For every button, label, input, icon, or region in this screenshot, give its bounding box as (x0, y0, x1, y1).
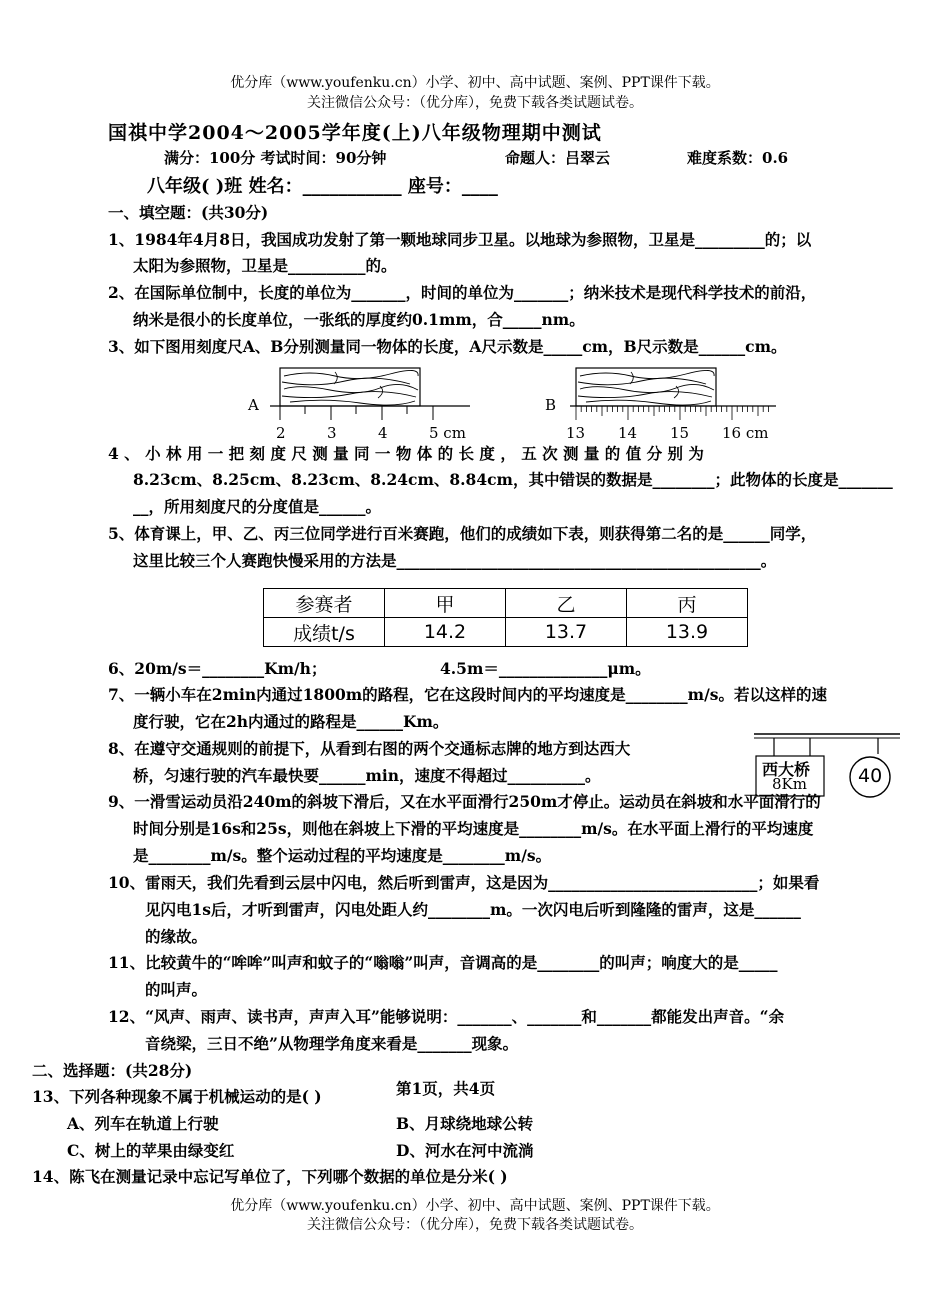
sign-speed-limit: 40 (858, 765, 883, 787)
q11-line-b: 的叫声。 (145, 980, 208, 999)
q4-line-a: 4 、 小 林 用 一 把 刻 度 尺 测 量 同 一 物 体 的 长 度 ， 五 次 测 量 的 值 分 别 为 (108, 444, 704, 463)
site-footer-line1: 优分库（www.youfenku.cn）小学、初中、高中试题、案例、PPT课件下载。 (230, 1198, 720, 1214)
q3-line: 3、如下图用刻度尺A、B分别测量同一物体的长度，A尺示数是_____cm，B尺示数是______cm。 (108, 337, 787, 356)
q6-part-b: 4.5m＝______________μm。 (440, 659, 651, 678)
site-banner-line1: 优分库（www.youfenku.cn）小学、初中、高中试题、案例、PPT课件下载。 (230, 75, 720, 91)
q9-line-b: 时间分别是16s和25s，则他在斜坡上下滑的平均速度是________m/s。在水平面上滑行的平均速度 (133, 819, 814, 838)
q2-line-b: 纳米是很小的长度单位，一张纸的厚度约0.1mm，合_____nm。 (133, 310, 585, 329)
q14-line: 14、陈飞在测量记录中忘记写单位了，下列哪个数据的单位是分米( ) (32, 1167, 508, 1186)
site-footer-line2: 关注微信公众号：（优分库），免费下载各类试题试卷。 (307, 1217, 643, 1233)
q8-line-b: 桥，匀速行驶的汽车最快要______min，速度不得超过__________。 (133, 766, 601, 785)
q7-line-b: 度行驶，它在2h内通过的路程是______Km。 (133, 712, 449, 731)
ruler-b-tick-label: 15 (670, 424, 690, 442)
site-banner-line2: 关注微信公众号：（优分库），免费下载各类试题试卷。 (307, 95, 643, 111)
q9-line-a: 9、一滑雪运动员沿240m的斜坡下滑后，又在水平面滑行250m才停止。运动员在斜坡和水平面滑行的 (108, 792, 821, 811)
exam-title: 国祺中学2004～2005学年度(上)八年级物理期中测试 (108, 122, 602, 144)
q2-line-a: 2、在国际单位制中，长度的单位为_______，时间的单位为_______；纳米技术是现代科学技术的前沿， (108, 283, 817, 302)
q4-line-c: __，所用刻度尺的分度值是______。 (133, 497, 382, 516)
table-header-row (264, 589, 748, 618)
ruler-b-label: B (545, 396, 557, 414)
q12-line-b: 音绕梁，三日不绝”从物理学角度来看是_______现象。 (145, 1034, 519, 1053)
sign-bridge-name: 西大桥 (762, 757, 810, 780)
q5-line-a: 5、体育课上，甲、乙、丙三位同学进行百米赛跑，他们的成绩如下表，则获得第二名的是______同学， (108, 524, 817, 543)
section1-heading: 一、填空题：(共30分) (108, 203, 269, 222)
q5-line-b: 这里比较三个人赛跑快慢采用的方法是_______________________________________________。 (133, 551, 777, 570)
exam-meta-difficulty: 难度系数：0.6 (687, 149, 789, 167)
q13-option-d: D、河水在河中流淌 (396, 1141, 534, 1160)
ruler-b (570, 406, 776, 420)
q13-option-b: B、月球绕地球公转 (396, 1114, 534, 1133)
ruler-a-object (280, 368, 420, 406)
q8-line-a: 8、在遵守交通规则的前提下，从看到右图的两个交通标志牌的地方到达西大 (108, 739, 631, 758)
q10-line-c: 的缘故。 (145, 927, 208, 946)
ruler-b-tick-label: 14 (618, 424, 638, 442)
section2-heading: 二、选择题：(共28分) (32, 1061, 193, 1080)
q1-line-b: 太阳为参照物，卫星是__________的。 (133, 256, 397, 275)
table-row (264, 618, 748, 647)
exam-meta-author: 命题人：吕翠云 (505, 149, 611, 167)
q6-part-a: 6、20m/s＝________Km/h； (108, 659, 327, 678)
q4-line-b: 8.23cm、8.25cm、8.23cm、8.24cm、8.84cm，其中错误的数据是________；此物体的长度是_______ (133, 470, 893, 489)
table-cell: 乙 (506, 589, 627, 618)
sign-distance: 8Km (772, 777, 807, 793)
table-cell: 甲 (385, 589, 506, 618)
table-cell: 14.2 (385, 618, 506, 647)
ruler-figure (240, 362, 800, 450)
q1-line-a: 1、1984年4月8日，我国成功发射了第一颗地球同步卫星。以地球为参照物，卫星是_________的；以 (108, 230, 812, 249)
student-info-line: 八年级( )班 姓名：___________ 座号：____ (147, 176, 498, 197)
ruler-b-tick-label: 13 (566, 424, 586, 442)
table-cell: 丙 (627, 589, 748, 618)
table-cell: 13.9 (627, 618, 748, 647)
ruler-a-tick-label: 4 (378, 424, 388, 442)
q12-line-a: 12、“风声、雨声、读书声，声声入耳”能够说明：_______、_______和_______都能发出声音。“余 (108, 1007, 785, 1026)
q9-line-c: 是________m/s。整个运动过程的平均速度是________m/s。 (133, 846, 552, 865)
q7-line-a: 7、一辆小车在2min内通过1800m的路程，它在这段时间内的平均速度是________m/s。若以这样的速 (108, 685, 827, 704)
ruler-b-object (576, 368, 716, 406)
ruler-a-tick-label: 5 cm (429, 424, 466, 442)
race-results-table (263, 588, 748, 647)
ruler-b-tick-label: 16 cm (722, 424, 769, 442)
page-number: 第1页，共4页 (396, 1079, 496, 1098)
q10-line-b: 见闪电1s后，才听到雷声，闪电处距人约________m。一次闪电后听到隆隆的雷声，这是______ (145, 900, 801, 919)
q10-line-a: 10、雷雨天，我们先看到云层中闪电，然后听到雷声，这是因为___________________________；如果看 (108, 873, 820, 892)
table-cell: 参赛者 (264, 589, 385, 618)
ruler-a-tick-label: 3 (327, 424, 337, 442)
ruler-a-tick-label: 2 (276, 424, 286, 442)
q13-option-c: C、树上的苹果由绿变红 (67, 1141, 235, 1160)
ruler-a-label: A (248, 396, 259, 414)
q13-option-a: A、列车在轨道上行驶 (67, 1114, 219, 1133)
ruler-a (270, 406, 470, 420)
q11-line-a: 11、比较黄牛的“哞哞”叫声和蚊子的“嗡嗡”叫声，音调高的是________的叫声；响度大的是_____ (108, 953, 778, 972)
table-cell: 成绩t/s (264, 618, 385, 647)
q13-line: 13、下列各种现象不属于机械运动的是( ) (32, 1087, 322, 1106)
table-cell: 13.7 (506, 618, 627, 647)
exam-meta-score: 满分：100分 考试时间：90分钟 (164, 149, 387, 167)
